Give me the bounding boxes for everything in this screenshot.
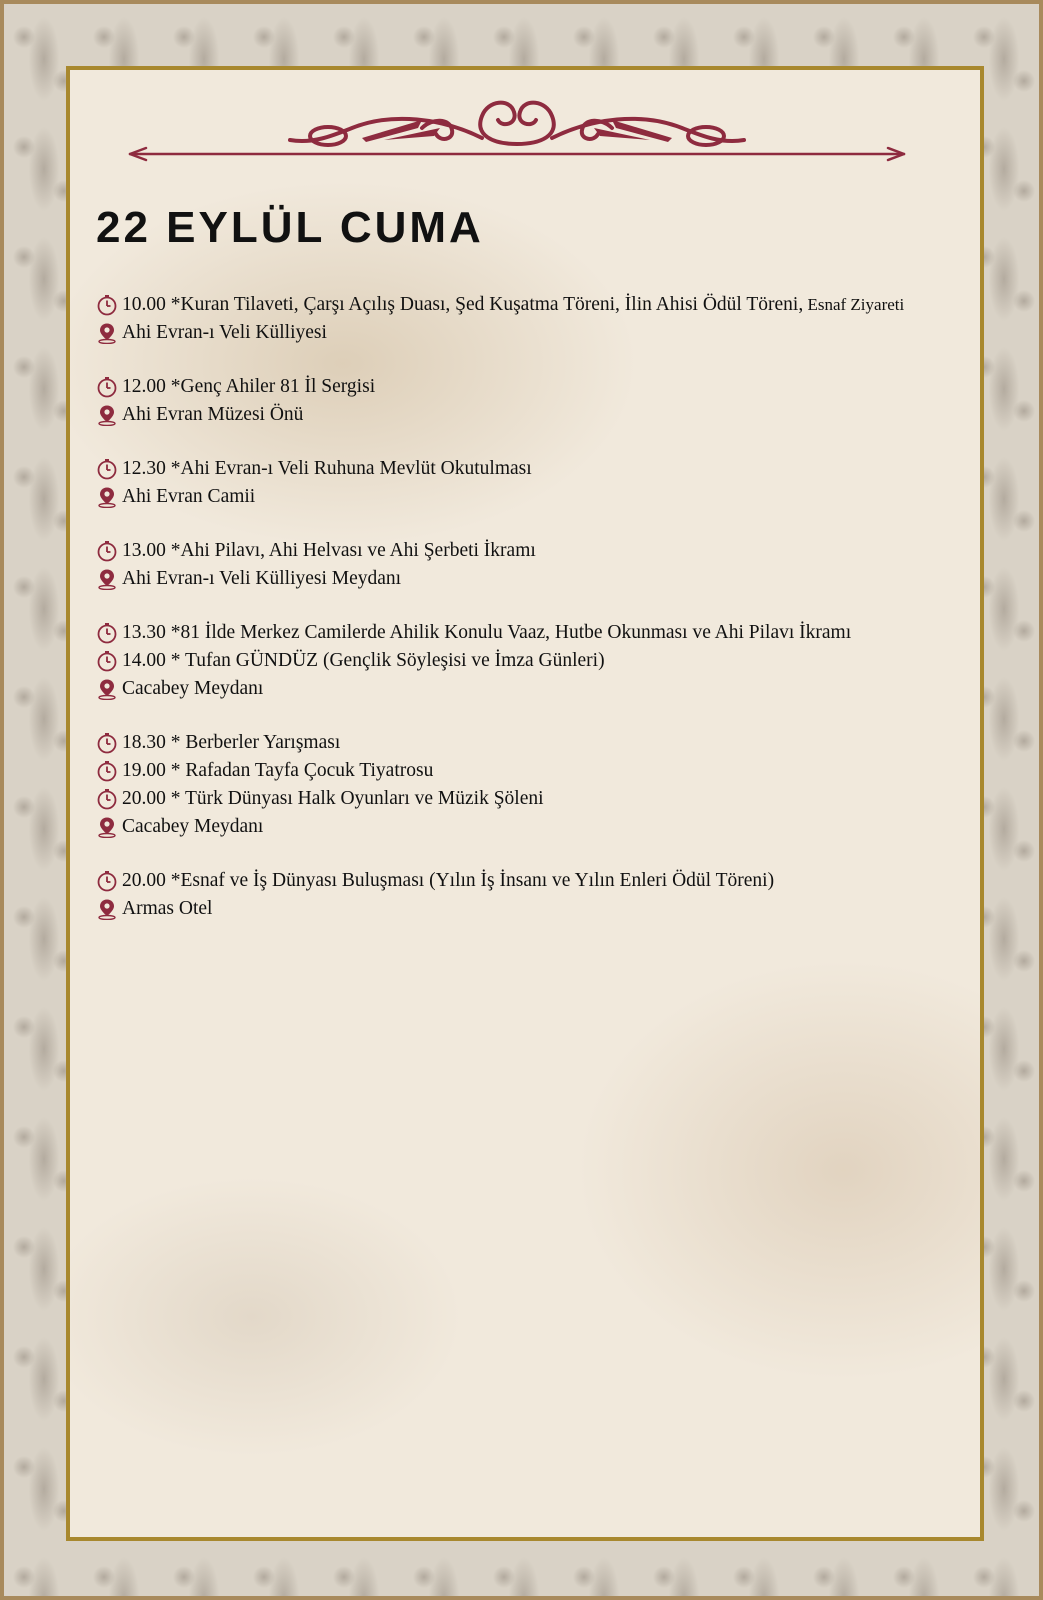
schedule-event — [96, 757, 966, 785]
schedule-location — [96, 401, 966, 429]
location-text: Ahi Evran-ı Veli Külliyesi Meydanı — [122, 568, 402, 589]
schedule-event — [96, 455, 966, 483]
schedule-event — [96, 373, 966, 401]
decorative-ornament-icon — [122, 88, 912, 168]
location-pin-icon — [96, 898, 118, 920]
schedule-location — [96, 565, 966, 593]
schedule-event — [96, 291, 966, 319]
schedule-location — [96, 483, 966, 511]
location-pin-icon — [96, 486, 118, 508]
location-pin-icon — [96, 322, 118, 344]
schedule-group — [96, 537, 966, 593]
event-text: 18.30 * Berberler Yarışması — [122, 732, 341, 753]
event-text: 13.00 *Ahi Pilavı, Ahi Helvası ve Ahi Şerbeti İkramı — [122, 540, 536, 561]
event-text: 14.00 * Tufan GÜNDÜZ (Gençlik Söyleşisi ve İmza Günleri) — [122, 650, 605, 671]
schedule-event — [96, 537, 966, 565]
location-pin-icon — [96, 568, 118, 590]
schedule-location — [96, 319, 966, 347]
location-text: Cacabey Meydanı — [122, 678, 264, 699]
schedule-event — [96, 619, 966, 647]
clock-icon — [96, 870, 118, 892]
location-pin-icon — [96, 816, 118, 838]
event-text: 20.00 *Esnaf ve İş Dünyası Buluşması (Yılın İş İnsanı ve Yılın Enleri Ödül Töreni) — [122, 870, 775, 891]
schedule-group — [96, 373, 966, 429]
clock-icon — [96, 760, 118, 782]
schedule-event — [96, 729, 966, 757]
schedule-group — [96, 729, 966, 841]
schedule-location — [96, 675, 966, 703]
event-text: 13.30 *81 İlde Merkez Camilerde Ahilik Konulu Vaaz, Hutbe Okunması ve Ahi Pilavı İkramı — [122, 622, 852, 643]
event-text: 12.00 *Genç Ahiler 81 İl Sergisi — [122, 376, 376, 397]
event-text: 12.30 *Ahi Evran-ı Veli Ruhuna Mevlüt Okutulması — [122, 458, 532, 479]
clock-icon — [96, 622, 118, 644]
schedule-group — [96, 455, 966, 511]
event-text: 20.00 * Türk Dünyası Halk Oyunları ve Müzik Şöleni — [122, 788, 544, 809]
location-text: Ahi Evran-ı Veli Külliyesi — [122, 322, 327, 343]
schedule-location — [96, 813, 966, 841]
location-text: Ahi Evran Camii — [122, 486, 256, 507]
schedule-group — [96, 291, 966, 347]
location-text: Armas Otel — [122, 898, 213, 919]
location-pin-icon — [96, 404, 118, 426]
clock-icon — [96, 294, 118, 316]
clock-icon — [96, 540, 118, 562]
schedule-event — [96, 785, 966, 813]
schedule-event — [96, 647, 966, 675]
event-text: 19.00 * Rafadan Tayfa Çocuk Tiyatrosu — [122, 760, 434, 781]
clock-icon — [96, 732, 118, 754]
clock-icon — [96, 376, 118, 398]
clock-icon — [96, 650, 118, 672]
program-panel — [66, 66, 984, 1541]
page-title: 22 EYLÜL CUMA — [96, 203, 484, 252]
schedule-group — [96, 619, 966, 703]
schedule-list — [96, 291, 966, 949]
clock-icon — [96, 788, 118, 810]
location-text: Cacabey Meydanı — [122, 816, 264, 837]
location-pin-icon — [96, 678, 118, 700]
schedule-location — [96, 895, 966, 923]
event-text-tail: Esnaf Ziyareti — [803, 295, 905, 314]
clock-icon — [96, 458, 118, 480]
schedule-group — [96, 867, 966, 923]
event-text: 10.00 *Kuran Tilaveti, Çarşı Açılış Duası, Şed Kuşatma Töreni, İlin Ahisi Ödül Töreni, — [122, 294, 804, 315]
schedule-event — [96, 867, 966, 895]
location-text: Ahi Evran Müzesi Önü — [122, 404, 304, 425]
